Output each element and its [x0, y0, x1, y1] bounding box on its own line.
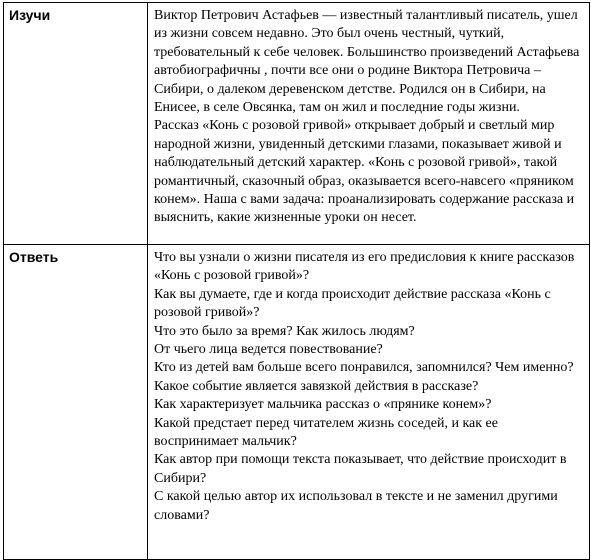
question-item: Кто из детей вам больше всего понравился, запомнился? Чем именно? [154, 360, 574, 376]
study-paragraph-story: Рассказ «Конь с розовой гривой» открывает добрый и светлый мир народной жизни, увиденный детскими глазами, показывает живой и наблюдательный детский характер. «Конь с розовой гривой», такой романтичный, сказочный образ, оказывается всего-навсего «пряником конем». Наша с вами задача: проанализировать содержание рассказа и выяснить, какие жизненные уроки он несет. [154, 118, 575, 226]
question-item: Какое событие является завязкой действия в рассказе? [154, 378, 479, 394]
row-label-study: Изучи [9, 7, 51, 23]
row-label-answer: Ответь [9, 249, 59, 265]
study-paragraph-bio: Виктор Петрович Астафьев — известный талантливый писатель, ушел из жизни совсем недавно. Это был очень честный, чуткий, требовательный к себе человек. Большинство произведений Астафьева автобиографичны , почти все они о родине Виктора Петровича – Сибири, о далеком деревенском детстве. Родился он в Сибири, на Енисее, в селе Овсянка, там он жил и последние годы жизни. [154, 8, 580, 116]
task-table [3, 2, 590, 560]
content-cell-study [148, 3, 590, 245]
question-item: От чьего лица ведется повествование? [154, 342, 383, 358]
label-cell-answer [4, 245, 148, 560]
question-item: Что вы узнали о жизни писателя из его предисловия к книге рассказов «Конь с розовой гривой»? [154, 250, 575, 284]
question-item: Как вы думаете, где и когда происходит действие рассказа «Конь с розовой гривой»? [154, 286, 551, 321]
content-cell-answer [148, 245, 590, 560]
table-row-study [4, 3, 590, 245]
question-item: Как характеризует мальчика рассказ о «прянике конем»? [154, 397, 492, 413]
question-item: Какой предстает перед читателем жизнь соседей, и как ее воспринимает мальчик? [154, 415, 498, 450]
table-row-answer [4, 245, 590, 560]
question-item: С какой целью автор их использовал в тексте и не заменил другими словами? [154, 489, 558, 523]
label-cell-study [4, 3, 148, 245]
question-item: Что это было за время? Как жилось людям? [154, 323, 415, 339]
question-item: Как автор при помощи текста показывает, что действие происходит в Сибири? [154, 452, 567, 486]
